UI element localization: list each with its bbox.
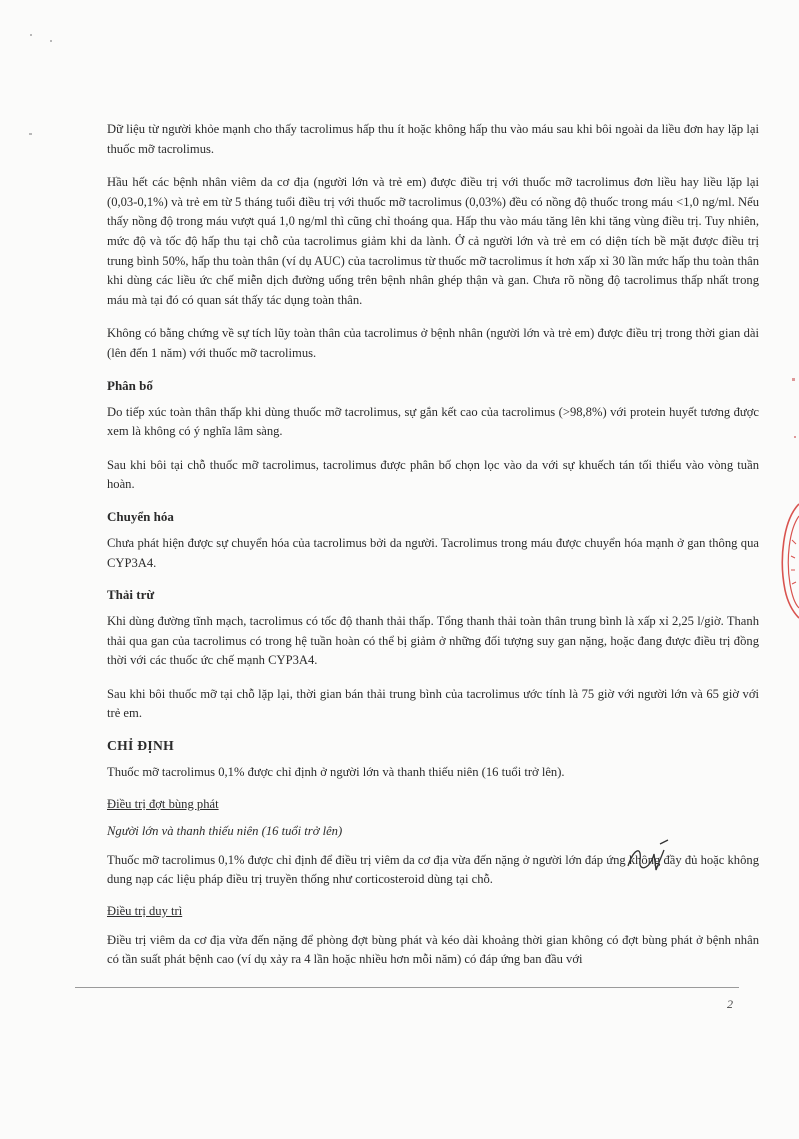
section-heading-chuyen-hoa: Chuyển hóa xyxy=(107,508,174,524)
paragraph: Khi dùng đường tĩnh mạch, tacrolimus có tốc độ thanh thải thấp. Tổng thanh thải toàn thân trung bình là xấp xỉ 2,25 l/giờ. Thanh thải qua gan của tacrolimus có trong hệ tuần hoàn có thể bị giảm ở những đối tượng suy gan nặng, hoặc đang được điều trị đồng thời với các thuốc ức chế mạnh CYP3A4. xyxy=(107,614,759,668)
paragraph: Thuốc mỡ tacrolimus 0,1% được chỉ định ở người lớn và thanh thiếu niên (16 tuổi trở lên). xyxy=(107,765,565,780)
subheading-dieu-tri-duy-tri: Điều trị duy trì xyxy=(107,903,183,918)
paragraph: Sau khi bôi thuốc mỡ tại chỗ lặp lại, thời gian bán thải trung bình của tacrolimus ước tính là 75 giờ với người lớn và 65 giờ với trẻ em. xyxy=(107,686,759,721)
scan-speck xyxy=(794,436,796,438)
section-heading-phan-bo: Phân bố xyxy=(107,377,153,393)
paragraph: Do tiếp xúc toàn thân thấp khi dùng thuốc mỡ tacrolimus, sự gắn kết cao của tacrolimus (>98,8%) với protein huyết tương được xem là không có ý nghĩa lâm sàng. xyxy=(107,404,759,439)
paragraph: Dữ liệu từ người khỏe mạnh cho thấy tacrolimus hấp thu ít hoặc không hấp thu vào máu sau khi bôi ngoài da liều đơn hay lặp lại thuốc mỡ tacrolimus. xyxy=(107,122,759,156)
paragraph: Sau khi bôi tại chỗ thuốc mỡ tacrolimus, tacrolimus được phân bố chọn lọc vào da với sự khuếch tán tối thiểu vào vòng tuần hoàn. xyxy=(107,457,759,492)
paragraph: Hầu hết các bệnh nhân viêm da cơ địa (người lớn và trẻ em) được điều trị với thuốc mỡ tacrolimus đơn liều hay liều lặp lại (0,03-0,1%) và trẻ em từ 5 tháng tuổi điều trị với thuốc mỡ tacrolimus (0,03%) đều có nồng độ thuốc trong máu <1,0 ng/ml. Nếu thấy nồng độ trong máu vượt quá 1,0 ng/ml thì cũng chỉ thoáng qua. Hấp thu vào máu tăng lên khi tăng vùng điều trị. Tuy nhiên, mức độ và tốc độ hấp thu tại chỗ của tacrolimus giảm khi da lành. Ở cả người lớn và trẻ em có diện tích bề mặt được điều trị trung bình 50%, hấp thu toàn thân (ví dụ AUC) của tacrolimus từ thuốc mỡ tacrolimus ít hơn xấp xỉ 30 lần mức hấp thu toàn thân khi dùng các liều ức chế miễn dịch đường uống trên bệnh nhân ghép thận và gan. Chưa rõ nồng độ tacrolimus thấp nhất trong máu mà tại đó có quan sát thấy tác dụng toàn thân. xyxy=(107,175,759,307)
section-heading-thai-tru: Thải trừ xyxy=(107,587,155,603)
paragraph: Thuốc mỡ tacrolimus 0,1% được chỉ định để điều trị viêm da cơ địa vừa đến nặng ở người lớn đáp ứng không đầy đủ hoặc không dung nạp các liệu pháp điều trị truyền thống như corticosteroid dùng tại chỗ. xyxy=(107,852,759,887)
subheading-nguoi-lon: Người lớn và thanh thiếu niên (16 tuổi trở lên) xyxy=(107,823,343,838)
paragraph: Điều trị viêm da cơ địa vừa đến nặng để phòng đợt bùng phát và kéo dài khoảng thời gian không có đợt bùng phát ở bệnh nhân có tần suất phát bệnh cao (ví dụ xảy ra 4 lần hoặc nhiều hơn mỗi năm) có đáp ứng ban đầu với xyxy=(107,932,759,967)
page-number: 2 xyxy=(727,997,733,1011)
scan-speck xyxy=(29,133,32,135)
red-seal-stamp-icon xyxy=(777,500,799,620)
paragraph: Không có bằng chứng về sự tích lũy toàn thân của tacrolimus ở bệnh nhân (người lớn và trẻ em) được điều trị trong thời gian dài (lên đến 1 năm) với thuốc mỡ tacrolimus. xyxy=(107,326,759,360)
paragraph: Chưa phát hiện được sự chuyển hóa của tacrolimus bởi da người. Tacrolimus trong máu được chuyển hóa mạnh ở gan thông qua CYP3A4. xyxy=(107,535,759,570)
subheading-dieu-tri-dot-bung-phat: Điều trị đợt bùng phát xyxy=(107,796,219,811)
scan-speck xyxy=(30,34,32,36)
footer-rule xyxy=(75,987,739,988)
scan-speck xyxy=(792,378,795,381)
scan-speck xyxy=(50,40,52,42)
handwritten-initials-icon xyxy=(624,836,674,880)
section-heading-chi-dinh: CHỈ ĐỊNH xyxy=(107,738,174,754)
